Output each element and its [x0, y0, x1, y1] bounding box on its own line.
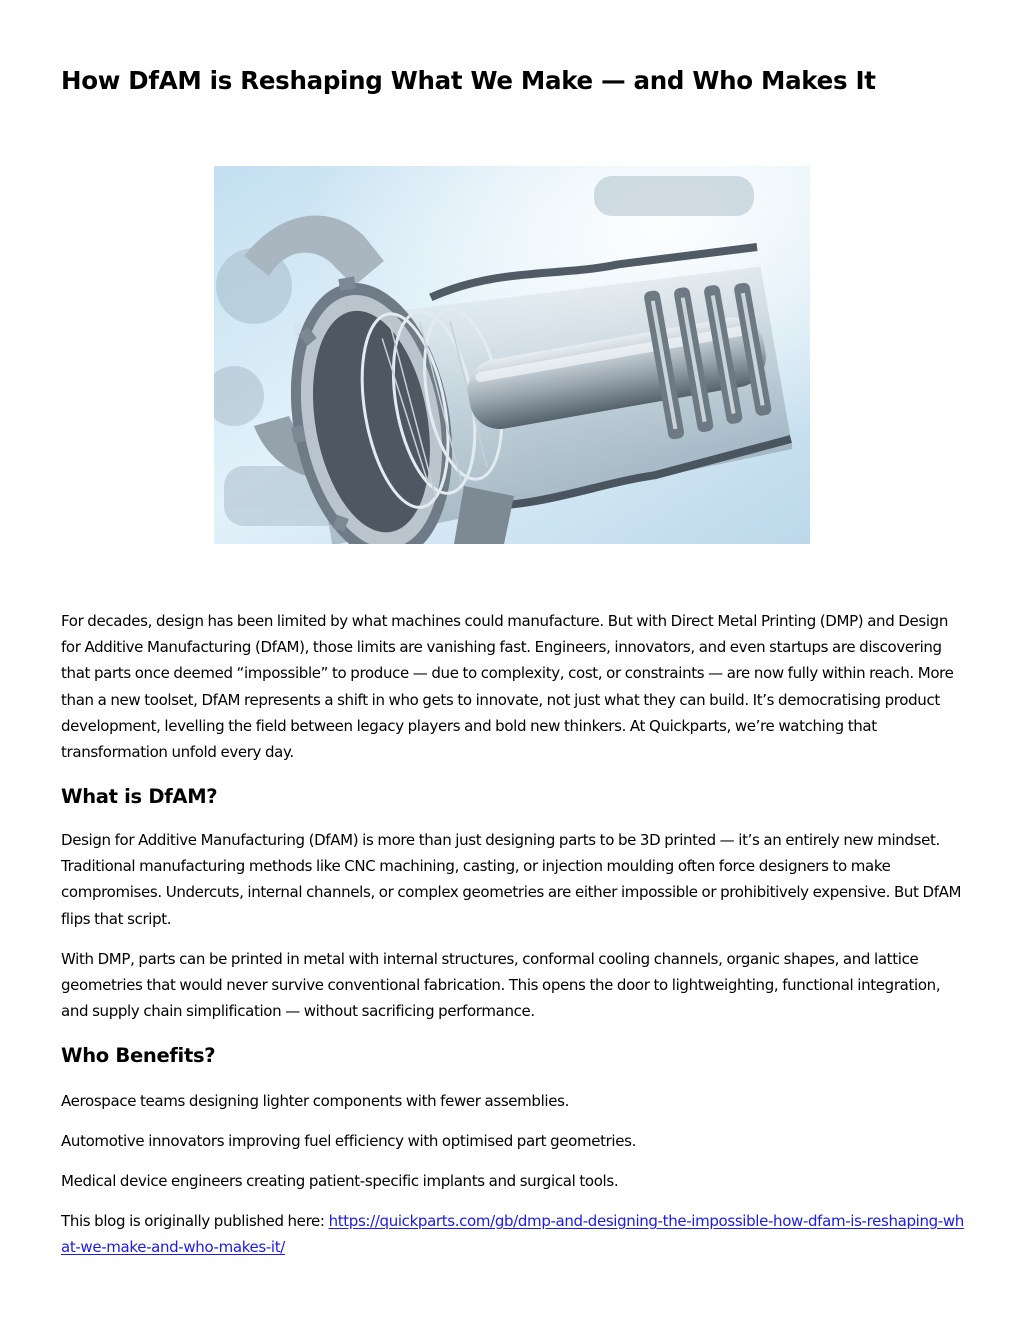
- source-note: [61, 1208, 971, 1260]
- section-heading-who-benefits: Who Benefits?: [61, 1044, 216, 1067]
- turbine-cutaway-image: [214, 166, 810, 544]
- hero-image: [214, 166, 810, 544]
- section-heading-what-is-dfam: What is DfAM?: [61, 785, 218, 808]
- page-title: How DfAM is Reshaping What We Make — and Who Makes It: [61, 66, 876, 95]
- section-paragraph: With DMP, parts can be printed in metal with internal structures, conformal cooling channels, organic shapes, and lattice geometries that would never survive conventional fabrication. This opens the door to lightweighting, functional integration, and supply chain simplification — without sacrificing performance.: [61, 950, 941, 1021]
- source-prefix: This blog is originally published here:: [61, 1212, 329, 1230]
- section-paragraph: Design for Additive Manufacturing (DfAM) is more than just designing parts to be 3D printed — it’s an entirely new mindset. Traditional manufacturing methods like CNC machining, casting, or injection moulding often force designers to make compromises. Undercuts, internal channels, or complex geometries are either impossible or prohibitively expensive. But DfAM flips that script.: [61, 831, 962, 928]
- benefit-item: Automotive innovators improving fuel efficiency with optimised part geometries.: [61, 1132, 637, 1150]
- source-link[interactable]: https://quickparts.com/gb/dmp-and-designing-the-impossible-how-dfam-is-reshaping-what-we-make-and-who-makes-it/: [61, 1212, 964, 1257]
- benefit-item: Medical device engineers creating patient-specific implants and surgical tools.: [61, 1172, 619, 1190]
- benefit-item: Aerospace teams designing lighter components with fewer assemblies.: [61, 1092, 569, 1110]
- intro-paragraph: For decades, design has been limited by what machines could manufacture. But with Direct Metal Printing (DMP) and Design for Additive Manufacturing (DfAM), those limits are vanishing fast. Engineers, innovators, and even startups are discovering that parts once deemed “impossible” to produce — due to complexity, cost, or constraints — are now fully within reach. More than a new toolset, DfAM represents a shift in who gets to innovate, not just what they can build. It’s democratising product development, levelling the field between legacy players and bold new thinkers. At Quickparts, we’re watching that transformation unfold every day.: [61, 612, 954, 762]
